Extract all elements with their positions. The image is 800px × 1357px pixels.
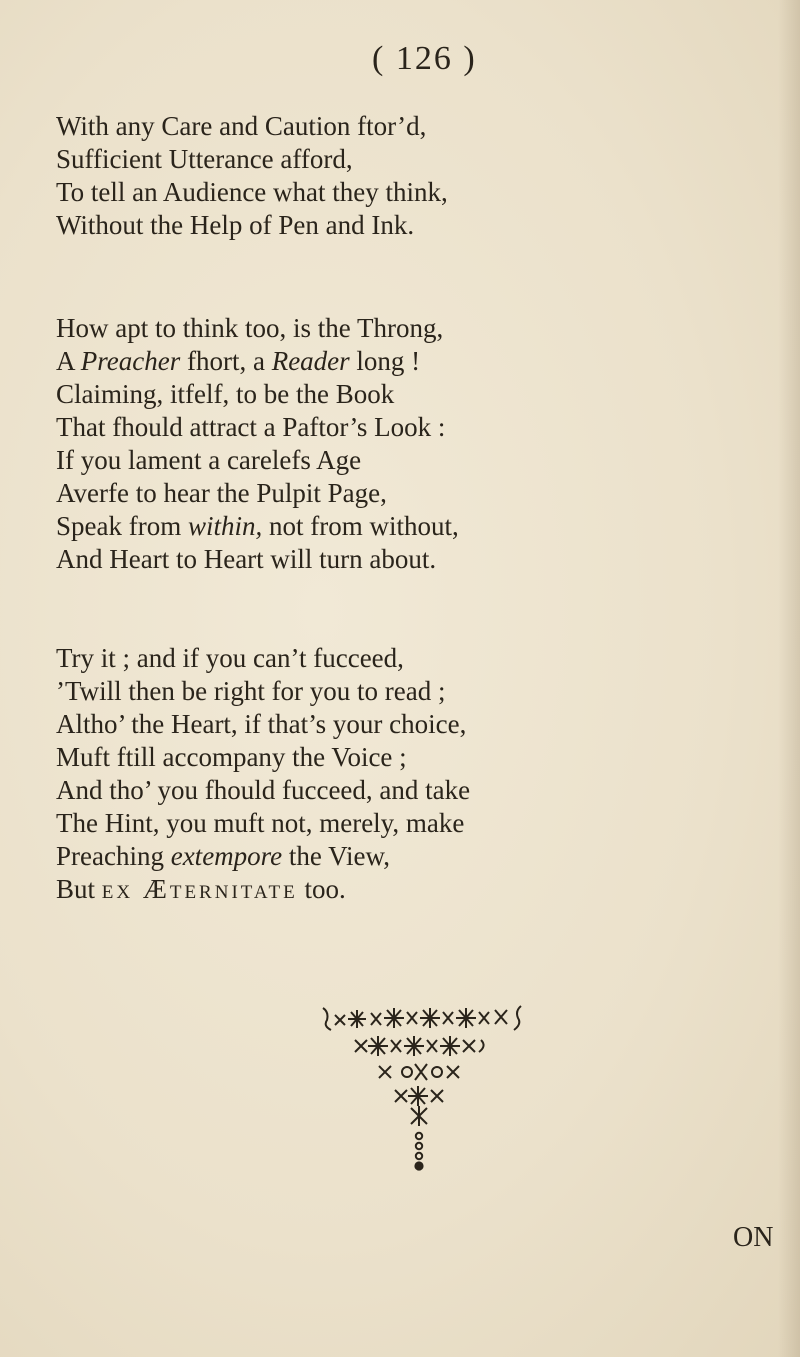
verse-line: But ex Æternitate too. [56,874,346,904]
verse-line: Averfe to hear the Pulpit Page, [56,478,387,508]
stanza-3 [56,642,470,906]
italic-word: Reader [271,346,350,376]
ornament-row-1 [323,1006,521,1030]
ornament-row-5 [411,1106,427,1126]
italic-word: extempore [170,841,283,871]
ornament-row-2 [355,1036,484,1056]
verse-line: Altho’ the Heart, if that’s your choice, [56,709,467,739]
verse-line: How apt to think too, is the Throng, [56,313,444,343]
verse-line: Speak from within, not from without, [56,511,459,541]
verse-line: Without the Help of Pen and Ink. [56,210,415,240]
small-caps-phrase: ex Æternitate [101,874,298,904]
verse-line: Try it ; and if you can’t fucceed, [56,643,404,673]
verse-line: Muft ftill accompany the Voice ; [56,742,407,772]
verse-line: Claiming, itfelf, to be the Book [56,379,395,409]
verse-line: Preaching extempore the View, [56,841,391,871]
stanza-1 [56,110,448,242]
stanza-2 [56,312,459,576]
verse-line: If you lament a carelefs Age [56,445,362,475]
verse-line: And Heart to Heart will turn about. [56,544,437,574]
verse-line: To tell an Audience what they think, [56,177,448,207]
verse-line: A Preacher fhort, a Reader long ! [56,346,421,376]
verse-line: That fhould attract a Paftor’s Look : [56,412,446,442]
page-edge-shadow [778,0,800,1357]
italic-word: within, [187,511,263,541]
ornament-row-3 [379,1064,459,1080]
ornament-row-4 [395,1086,443,1106]
verse-line: The Hint, you muft not, merely, make [56,808,465,838]
verse-line: And tho’ you fhould fucceed, and take [56,775,471,805]
italic-word: Preacher [80,346,181,376]
floral-tailpiece-ornament-icon [315,1000,535,1175]
page-number: ( 126 ) [372,40,477,77]
verse-line: With any Care and Caution ftor’d, [56,111,427,141]
verse-line: ’Twill then be right for you to read ; [56,676,446,706]
catchword: ON [733,1222,774,1253]
verse-line: Sufficient Utterance afford, [56,144,353,174]
